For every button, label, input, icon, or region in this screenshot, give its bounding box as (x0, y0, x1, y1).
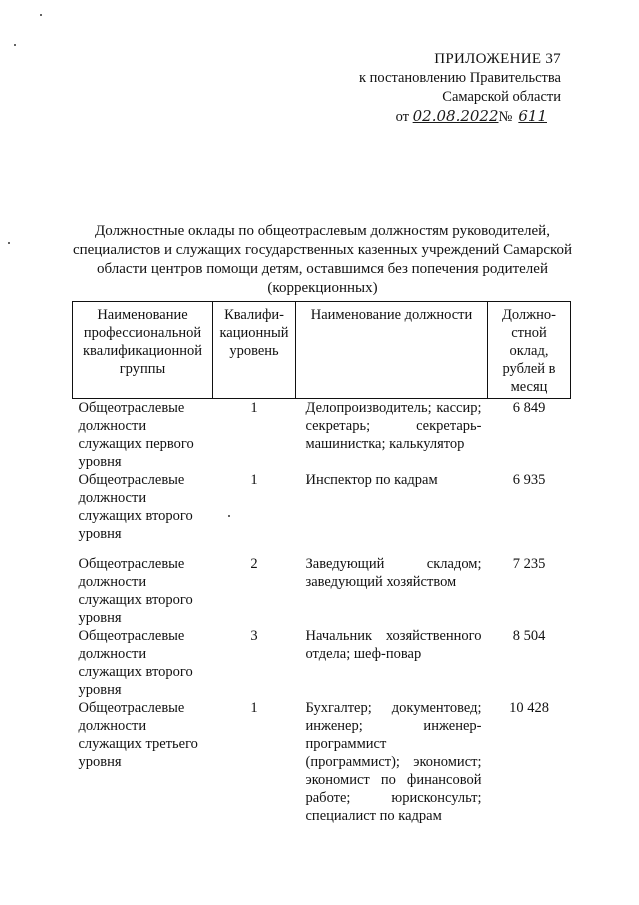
header-salary: Должно-стной оклад, рублей в месяц (488, 302, 571, 399)
salary-cell: 7 235 (512, 556, 546, 572)
salary-cell: 6 849 (512, 400, 546, 416)
group-cell: Общеотраслевые должности служащих второго уровня (78, 628, 193, 698)
scan-speck (40, 14, 42, 16)
position-cell: Бухгалтер; документовед; инженер; инженер-программист (программист); экономист; экономист по финансовой работе; юрисконсульт; специалист по кадрам (305, 700, 482, 824)
group-cell: Общеотраслевые должности служащих третьего уровня (78, 700, 198, 770)
group-cell: Общеотраслевые должности служащих второго уровня (78, 472, 193, 542)
table-row (73, 555, 571, 627)
table-header-row (73, 302, 571, 399)
date-prefix: от (395, 109, 409, 125)
scan-speck (8, 242, 10, 244)
document-title: Должностные оклады по общеотраслевым должностям руководителей, специалистов и служащих государственных казенных учреждений Самарской области центров помощи детям, оставшимся без попечения родителей (коррекционных) (72, 223, 573, 296)
header-level: Квалифи-кационный уровень (213, 302, 296, 399)
appendix-line-2: Самарской области (442, 89, 561, 105)
table-row (73, 471, 571, 555)
salary-cell: 8 504 (512, 628, 546, 644)
position-cell: Начальник хозяйственного отдела; шеф-повар (305, 628, 482, 662)
handwritten-date: 02.08.2022 (412, 107, 499, 125)
number-label: № (498, 109, 513, 125)
handwritten-number: 611 (518, 107, 547, 125)
salary-table (72, 301, 571, 839)
header-group: Наименование профессиональной квалификационной группы (73, 302, 213, 399)
appendix-date-line (359, 107, 561, 127)
position-cell: Делопроизводитель; кассир; секретарь; секретарь-машинистка; калькулятор (305, 400, 482, 452)
position-cell: Инспектор по кадрам (305, 472, 438, 488)
appendix-title: ПРИЛОЖЕНИЕ 37 (434, 51, 561, 67)
scan-speck (14, 44, 16, 46)
appendix-header (359, 50, 561, 127)
level-cell: 3 (250, 628, 258, 644)
salary-cell: 6 935 (512, 472, 546, 488)
appendix-line-1: к постановлению Правительства (359, 70, 561, 86)
position-cell: Заведующий складом; заведующий хозяйством (305, 556, 482, 590)
header-position: Наименование должности (296, 302, 488, 399)
level-cell: 1 (250, 700, 258, 716)
group-cell: Общеотраслевые должности служащих второго уровня (78, 556, 193, 626)
salary-cell: 10 428 (509, 700, 549, 716)
table-row (73, 399, 571, 472)
table-row (73, 627, 571, 699)
level-cell: 1 (250, 472, 258, 488)
group-cell: Общеотраслевые должности служащих первого уровня (78, 400, 194, 470)
level-cell: 1 (250, 400, 258, 416)
table-row (73, 699, 571, 839)
level-cell: 2 (250, 556, 258, 572)
